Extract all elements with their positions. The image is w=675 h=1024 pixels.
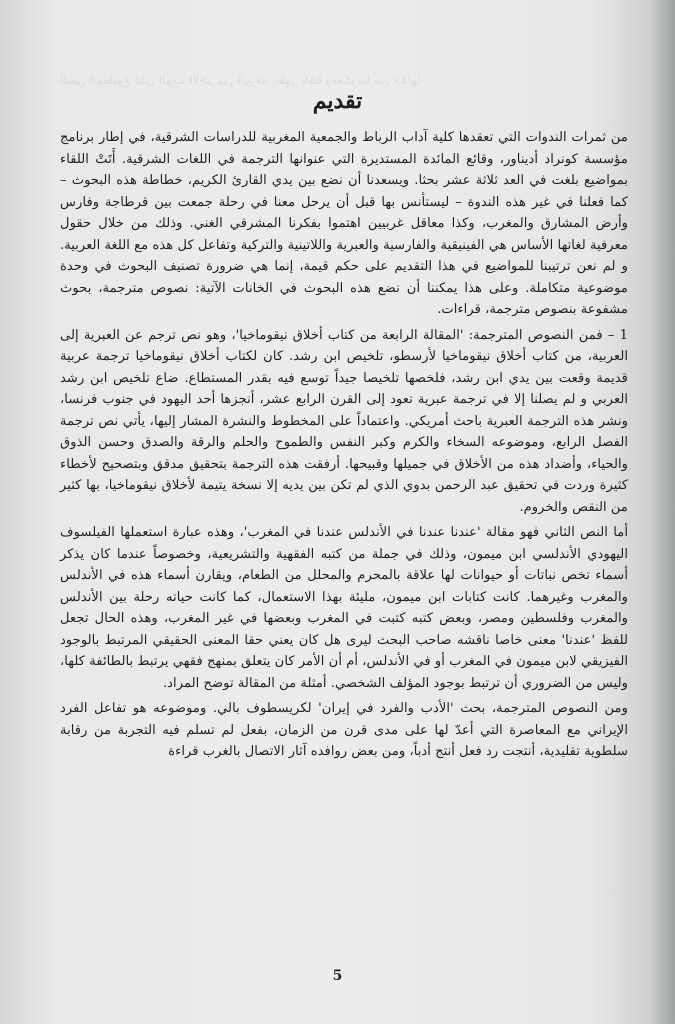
bleed-through-text: النص المطبوع على الوجه الآخر من الورقة يظهر باهتا ومعكوسا من خلالها <box>60 73 421 87</box>
paragraph-literature-iran: ومن النصوص المترجمة، بحث 'الأدب والفرد في إيران' لكريسطوف بالي. وموضوعه هو تفاعل الفرد الإيراني مع المعاصرة التي أعدّ لها على مدى قرن من الزمان، بفعل لم تسلم فيه التجربة من رقابة سلطوية تقليدية، أنتجت رد فعل أنتج أدباً، ومن بعض روافده آثار الاتصال بالغرب قراءة <box>60 701 628 759</box>
paragraph-intro: من ثمرات الندوات التي تعقدها كلية آداب الرباط والجمعية المغربية للدراسات الشرقية، في إطار برنامج مؤسسة كونراد أديناور، وقائع المائدة المستديرة التي عنوانها الترجمة في اللغات الشرقية. أَتَتْ اللقاء بمواضيع بلغت في العد ثلاثة عشر بحثا. ويسعدنا أن نضع بين يدي القارئ الكريم، خطاطة هذه البحوث – كما فعلنا في غير هذه الندوة – ليستأنس بها قبل أن يرحل معنا في رحلة جمعت بين قرطاجة وفارس وأرض المشارق والمغرب، وكذا معاقل غربيين اهتموا بفكرنا المشرقي الغني. وذلك من خلال حقول معرفية لغاتها الأساس هي الفينيقية والفارسية والعبرية واللاتينية والتركية وتفاعل كل هذه مع اللغة العربية. و لم نعن ترتيبنا للمواضيع في هذا التقديم على حكم قيمة، إنما هي ضرورة تصنيف البحوث في وحدة موضوعية متكاملة. وعلى هذا يمكننا أن نضع هذه البحوث في الخانات الآتية: نصوص مترجمة، بحوث مشفوعة بنصوص مترجمة، قراءات. <box>60 130 628 317</box>
body-text <box>60 127 628 767</box>
paragraph-translated-texts: 1 – فمن النصوص المترجمة: 'المقالة الرابعة من كتاب أخلاق نيقوماخيا'، وهو نص ترجم عن العبرية إلى العربية، من كتاب أخلاق نيقوماخيا لأرسطو، تلخيص ابن رشد. كان لكتاب أخلاق نيقوماخيا ترجمة عربية قديمة وقعت بين يدي ابن رشد، فلخصها تلخيصا جيداً توسع فيه بقدر المستطاع. ضاع تلخيص ابن رشد العربي و لم يصلنا إلا في ترجمة عبرية تعود إلى القرن الرابع عشر، أنجزها أحد اليهود في جنوب فرنسا، ونشر هذه الترجمة العبرية باحث أمريكي. واعتماداً على المخطوط والنشرة المشار إليها، يأتي نص ترجمة الفصل الرابع، وموضوعه السخاء والكرم وكبر النفس والطموح والحلم والرقة والصدق وحسن الذوق والحياء، وأضداد هذه من الأخلاق في جميلها وقبيحها. أرفقت هذه الترجمة بتحقيق مدقق وبتصحيح لأخطاء كثيرة وردت في تحقيق عبد الرحمن بدوي الذي لم تكن بين يديه إلا نسخة يتيمة لأخلاق نيقوماخيا، بها كثير من النقص والخروم. <box>60 327 628 515</box>
page-number: 5 <box>332 968 343 984</box>
paragraph-second-text: أما النص الثاني فهو مقالة 'عندنا عندنا في الأندلس عندنا في المغرب'، وهذه عبارة استعملها الفيلسوف اليهودي الأندلسي ابن ميمون، وذلك في جملة من كتبه الفقهية والتشريعية، وخصوصاً عندما كان يذكر أسماء تخص نباتات أو حيوانات لها علاقة بالمحرم والمحلل من الطعام، ويقارن أسماء هذه في الأندلس والمغرب وغيرهما. كانت كتابات ابن ميمون، مليئة بهذا الاستعمال، كما كانت حياته رحلة بين الأندلس والمغرب وفلسطين ومصر، وبعض كتبه كتبت في المغرب وبعضها في غير المغرب، وهذه الحال تجعل للفظ 'عندنا' معنى خاصا ناقشه صاحب البحث ليرى هل كان يعني حقا المعنى الحقيقي المرتبط بالوجود الفيزيقي لابن ميمون في المغرب أو في الأندلس، أم أن الأمر كان يتعلق بمنهج فقهي يرتبط بالطائفة كلها، وليس من الضروري أن ترتبط بوجود المؤلف الشخصي. أمثلة من المقالة توضح المراد. <box>60 525 628 691</box>
page-title: تقديم <box>312 88 363 114</box>
